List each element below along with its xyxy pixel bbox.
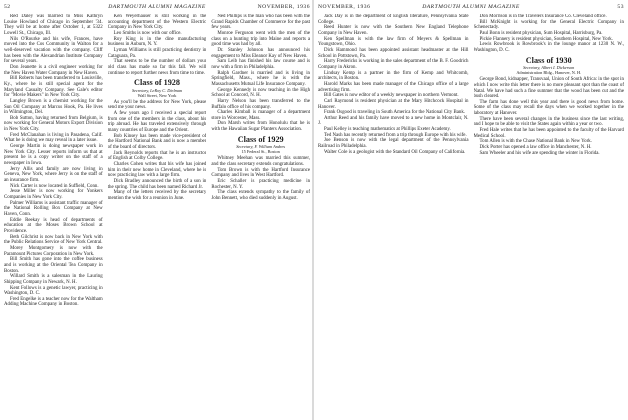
class-secretary: Secretary, F. William Andres	[236, 144, 286, 150]
news-paragraph: Bill Roberts has been transferred to Louisville, Ky., where he is still special agent for the Maryland Casualty Company. See Gale's editor for "Movie Makers" in New York City.	[4, 76, 103, 99]
news-paragraph: Morey Montgomery is now with the Paramount Pictures Corporation in New York.	[4, 245, 103, 257]
class-title: Class of 1928	[134, 78, 180, 88]
left-page	[4, 0, 310, 420]
news-paragraph: Pickie Flannery is resident physician, Southern Hospital, New York.	[479, 36, 613, 42]
news-paragraph: Fred Hale writes that he has been appointed to the faculty of the Harvard Medical School.	[473, 128, 624, 139]
news-paragraph: Joe Benson is now with the legal department of the Pennsylvania Railroad in Philadelphia.	[318, 138, 469, 150]
news-paragraph: The class extends sympathy to the family of John Bennett, who died suddenly in August.	[211, 190, 311, 201]
news-paragraph: Harry Nelson has been transferred to the Buffalo office of his company.	[211, 98, 311, 110]
news-paragraph: Lyman Williams is still practicing dentistry in Cataguara, Pa.	[107, 47, 207, 59]
news-paragraph: Harry Fredericks is working in the sales department of the B. F. Goodrich Company in Akron.	[318, 59, 469, 70]
news-paragraph: Harold Marks has been made manager of the Chicago office of a large advertising firm.	[318, 81, 469, 93]
news-paragraph: Jerry Allis and family are now living in Geneva, New York, where Jerry is on the staff of an insurance firm.	[4, 166, 103, 184]
class-address: 15 Federal St., Boston	[241, 149, 280, 155]
news-paragraph: Don Marsh writes from Honolulu that he is with the Hawaiian Sugar Planters Association.	[211, 121, 311, 133]
left-columns	[4, 14, 310, 420]
news-paragraph: Palmer Williams is assistant traffic manager of the National Rolling Box Company at New Haven, Conn.	[4, 200, 103, 217]
news-paragraph: Bill Gates is now editor of a weekly newspaper in northern Vermont.	[324, 93, 459, 99]
news-paragraph: George Kennedy is now teaching in the High School at Concord, N. H.	[211, 87, 311, 99]
news-paragraph: Langley Brown is a chemist working for the Sun Oil Company at Marcus Hook, Pa. He lives in Wilmington, Del.	[4, 98, 103, 116]
news-paragraph: Bill Smith has gone into the coffee business and is working at the Oriental Tea Company in Boston.	[4, 257, 103, 274]
news-paragraph: Ted Nash has recently returned from a trip through Europe with his wife.	[324, 132, 467, 138]
news-paragraph: Nick Carter is now located in Suffield, Conn.	[10, 183, 99, 189]
news-paragraph: Jack Reynolds reports that he is an instructor of English at Colby College.	[107, 150, 207, 162]
right-page-number: 53	[617, 4, 624, 10]
news-paragraph: Charles Cohen writes that his wife has joined him in their new home in Cleveland, where he is now practicing law with a large firm.	[107, 162, 207, 179]
news-paragraph: Jesse Miller is now working for Yonkers Companies in New York City.	[4, 189, 103, 200]
news-paragraph: Nils O'Rourke and his wife, Frances, have moved into the Cos Community in Walton for a well-deserved vacation with the company. Cliff has been with the Alexandrian Institute Company for several years.	[4, 36, 103, 65]
news-paragraph: Ken Spellman is with the law firm of Meyers & Spellman in Youngstown, Ohio.	[318, 36, 469, 48]
news-paragraph: Ned Phillips is the man who has been with the Grand Rapids Chamber of Commerce for the past few years.	[211, 14, 311, 31]
news-paragraph: Eric Schaller is practicing medicine in Rochester, N. Y.	[211, 179, 311, 190]
news-paragraph: Fred McClanahan is living in Pasadena, Calif. What he is doing we may reveal in a later issue.	[4, 132, 103, 144]
class-title: Class of 1929	[237, 134, 284, 144]
news-paragraph: Reed Hunter is now with the Southern New England Telephone Company in New Haven.	[318, 25, 469, 36]
right-column-1	[318, 14, 469, 420]
right-page	[318, 0, 624, 420]
right-columns	[318, 14, 624, 420]
news-paragraph: Kent Follows is a genetic lawyer, practicing in Washington, D. C.	[4, 285, 103, 297]
news-paragraph: Don Jeanette is a civil engineer working for the New Haven Water Company in New Haven.	[4, 64, 103, 76]
news-paragraph: Ralph Gardner is married and is living in Springfield, Mass., where he is with the Massachusetts Mutual Life Insurance Company.	[211, 70, 311, 87]
right-running-head	[318, 3, 624, 12]
class-secretary: Secretary, LeRoy C. Dielman	[131, 87, 183, 93]
news-paragraph: Sam Leib has finished his law course and is now with a firm in Philadelphia.	[211, 59, 311, 70]
news-paragraph: Whitney Meehan was married this summer, and the class secretary extends congratulations.	[211, 156, 311, 168]
news-paragraph: Tom Allen is with the Chase National Bank in New York.	[479, 139, 592, 145]
news-paragraph: Eddie Reekay is head of departments of education at the Moses Brown School at Providence.	[4, 217, 103, 234]
news-paragraph: Leo Smiths is now with our office.	[113, 30, 182, 36]
news-paragraph: Ken Weyerhauser is still working in the accounting department of the Western Electric Company in New York City.	[107, 14, 207, 31]
news-paragraph: Beth Gilchrist is now back in New York with the Public Relations Service of New York Central.	[4, 234, 103, 246]
class-address: Wall Street, New York	[137, 92, 177, 98]
news-paragraph: Dr. Stanley Johnson has announced his engagement to Miss Eleanor Kay of New Haven.	[211, 47, 311, 59]
news-paragraph: Paul Bonn is resident physician, Sum Hospital, Harrisburg, Pa.	[479, 30, 603, 36]
class-1929-heading	[211, 135, 310, 155]
news-paragraph: Red Daley was married to Miss Kathryn Louise Howland of Chicago in September '34. They will be at home after October 1, at 5322 Lowell St., Chicago, Ill.	[4, 14, 103, 36]
news-paragraph: George Martin is doing newspaper work in New York City. Lesser reports inform us that at present he is a copy writer on the staff of a newspaper in Iowa.	[4, 144, 103, 167]
news-paragraph: A few years ago I received a special report from one of the members in the class, about his trip abroad. He has traveled extensively through many countries of Europe and the Orient.	[107, 111, 207, 134]
news-paragraph: Dick Hammond has been appointed assistant headmaster at the Hill School in Pottstown, Pa.	[318, 47, 469, 59]
news-paragraph: Dick Porter has opened a law office in Manchester, N. H.	[479, 145, 592, 151]
magazine-title-right: DARTMOUTH ALUMNI MAGAZINE	[422, 4, 520, 10]
news-paragraph: There have been several changes in the business since the last writing, and I hope to be able to visit the States again within a year or two.	[473, 116, 624, 128]
news-paragraph: As you'll be the address for New York, please send me your news.	[107, 99, 207, 111]
class-1928-heading	[108, 78, 207, 98]
left-column-1	[4, 14, 103, 420]
news-paragraph: The farm has done well this year and there is good news from home. Some of the class may recall the days when we worked together in the laboratory at Hanover.	[473, 99, 624, 117]
news-paragraph: Sam Wheeler and his wife are spending the winter in Florida.	[479, 150, 600, 156]
news-paragraph: Frank Osgood is traveling in South America for the National City Bank.	[324, 110, 465, 116]
news-paragraph: Monroe Ferguson went with the men of the class on a hunting trip into Maine and reports a good time was had by all.	[211, 30, 311, 48]
news-paragraph: George Bond, kidnapper, Transvaal, Union of South Africa: in the spot in which I now write this letter there is no more pleasant spot than the coast of Natal. We have had such a fine summer that the wood has been cut and the bush cleared.	[473, 77, 624, 100]
issue-month-right: NOVEMBER, 1936	[318, 4, 371, 10]
news-paragraph: Roy King is in the dine manufacturing business in Auburn, N. Y.	[107, 36, 207, 48]
news-paragraph: Fred Engelke is a teacher now for the Waltham Adding Machine Company in Boston.	[4, 296, 103, 308]
news-paragraph: Many of the letters received by the secretary mention the wish for a reunion in June.	[107, 190, 207, 201]
news-paragraph: Bob Sutton, having returned from Belgium, is now working for General Motors Export Division in New York City.	[4, 115, 103, 133]
news-paragraph: Charles Kimball is manager of a department store in Worcester, Mass.	[211, 110, 311, 121]
class-secretary: Secretary, Albert I. Dickerson	[523, 65, 575, 71]
news-paragraph: Bob Kinsey has been made vice-president of the Hartford National Bank and is now a member of the board of directors.	[107, 133, 207, 151]
news-paragraph: Lindsay Kemp is a partner in the firm of Kemp and Whitcomb, architects, in Boston.	[318, 70, 469, 82]
left-page-number: 52	[4, 4, 11, 10]
news-paragraph: Arthur Reed and his family have moved to a new home in Montclair, N. J.	[318, 115, 469, 127]
news-paragraph: Carl Raymond is resident physician at the Mary Hitchcock Hospital in Hanover.	[318, 98, 469, 110]
news-paragraph: Walter Cole is a geologist with the Standard Oil Company of California.	[324, 149, 466, 155]
class-1930-heading	[474, 56, 625, 76]
news-paragraph: Paul Kelley is teaching mathematics at Phillips Exeter Academy.	[324, 127, 451, 133]
news-paragraph: Don Morrison is in the Travelers Insurance Co. Cleveland office.	[479, 14, 607, 19]
news-paragraph: Willard Smith is a salesman in the Lauring Shipping Company in Newark, N. H.	[4, 274, 103, 285]
news-paragraph: Jack Day is in the department of English literature, Pennsylvania State College.	[318, 14, 469, 25]
news-paragraph: Dick Bradley announced the birth of a son in the spring. The child has been named Richard Jr.	[107, 179, 207, 190]
right-column-2	[474, 14, 625, 420]
page-gutter	[312, 0, 314, 420]
left-column-3	[211, 14, 310, 420]
news-paragraph: That seems to be the number of dollars your old class has made so far this fall. We will continue to report further news from time to time.	[107, 59, 207, 76]
news-paragraph: Bill McKnight is working for the General Electric Company in Schenectady.	[473, 19, 624, 31]
news-paragraph: Lewis Rowbrook is Rowbrook's in the lounge manor at 1230 N. W., Washington, D. C.	[473, 42, 624, 53]
issue-month-left: NOVEMBER, 1936	[257, 4, 310, 10]
class-address: Administration Bldg., Hanover, N. H.	[516, 70, 582, 76]
magazine-title-left: DARTMOUTH ALUMNI MAGAZINE	[108, 4, 206, 10]
news-paragraph: Tom Brown is with the Hartford Insurance Company and lives in West Hartford.	[211, 167, 311, 179]
left-column-2	[108, 14, 207, 420]
class-title: Class of 1930	[525, 55, 572, 65]
left-running-head	[4, 3, 310, 12]
